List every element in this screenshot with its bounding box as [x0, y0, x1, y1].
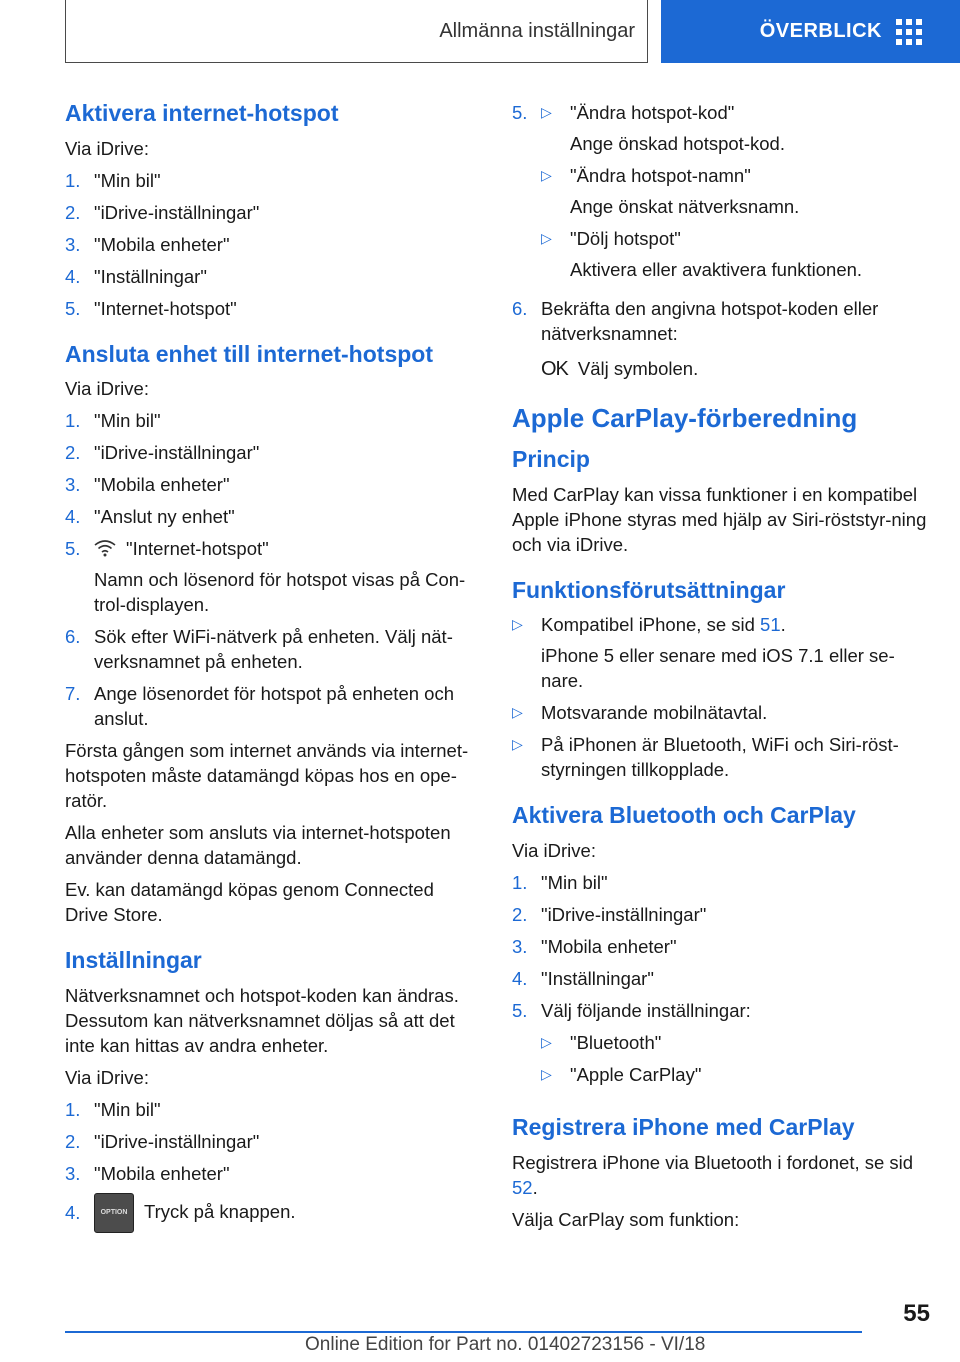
right-column — [512, 100, 932, 1252]
wifi-icon — [94, 539, 116, 557]
principle-text: Med CarPlay kan vissa funktioner i en kompatibel Apple iPhone styras med hjälp av Siri-röststyr-ning och via iDrive. — [512, 483, 927, 555]
step-number: 5. — [65, 297, 81, 319]
step-number: 5. — [512, 999, 528, 1021]
grid-icon — [896, 19, 922, 45]
step-text: "Min bil" — [94, 169, 161, 191]
list-item — [541, 1030, 932, 1055]
step-text: "Mobila enheter" — [94, 1162, 230, 1184]
step-number: 4. — [512, 967, 528, 989]
settings-via: Via iDrive: — [65, 1066, 149, 1088]
list-item — [541, 1062, 932, 1087]
list-item — [512, 998, 932, 1094]
connect-steps — [65, 408, 480, 731]
step-number: 4. — [65, 506, 81, 528]
triangle-bullet-icon: ▷ — [541, 1065, 552, 1082]
step-number: 3. — [65, 233, 81, 255]
option-label: "Ändra hotspot-kod" — [570, 102, 735, 123]
requirements-list — [512, 612, 932, 782]
hotspot-section — [65, 100, 480, 321]
triangle-bullet-icon: ▷ — [512, 736, 523, 753]
step-text: "Min bil" — [94, 1098, 161, 1120]
connect-via: Via iDrive: — [65, 378, 149, 400]
list-item — [512, 296, 932, 382]
list-item — [65, 232, 480, 257]
step-number: 3. — [65, 474, 81, 496]
step-text: "Inställningar" — [94, 265, 207, 287]
step-number: 1. — [65, 169, 81, 191]
step-number: 1. — [512, 871, 528, 893]
list-item — [512, 870, 932, 895]
list-item — [65, 264, 480, 289]
option-label: "Bluetooth" — [570, 1031, 662, 1053]
step-text: "Mobila enheter" — [541, 935, 677, 957]
register-text — [512, 1150, 932, 1200]
list-item — [65, 440, 480, 465]
triangle-bullet-icon: ▷ — [512, 704, 523, 721]
list-item — [65, 408, 480, 433]
list-item — [512, 934, 932, 959]
list-item — [512, 612, 932, 693]
settings-heading: Inställningar — [65, 947, 202, 974]
step-text: "iDrive-inställningar" — [94, 442, 260, 464]
step-subtext: Namn och lösenord för hotspot visas på Con-trol-displayen. — [94, 569, 466, 616]
requirements-section — [512, 577, 932, 783]
list-item — [512, 100, 932, 289]
option-label: "Dölj hotspot" — [570, 228, 681, 249]
requirement-text: På iPhonen är Bluetooth, WiFi och Siri-röst-styrningen tillkopplade. — [541, 734, 899, 781]
list-item — [65, 296, 480, 321]
list-item — [65, 1161, 480, 1186]
step-text: "Mobila enheter" — [94, 233, 230, 255]
step-text: "iDrive-inställningar" — [94, 1130, 260, 1152]
step-number: 6. — [65, 626, 81, 648]
bluetooth-via: Via iDrive: — [512, 839, 596, 861]
list-item — [65, 168, 480, 193]
requirement-text: . — [780, 614, 786, 636]
step-number: 1. — [65, 1098, 81, 1120]
step-number: 2. — [512, 903, 528, 925]
register-paragraph: Välja CarPlay som funktion: — [512, 1208, 740, 1230]
connect-paragraph: Första gången som internet används via internet-hotspoten måste datamängd köpas hos en ope-ratör. — [65, 740, 469, 812]
step-text: Ange lösenordet för hotspot på enheten och anslut. — [94, 683, 454, 730]
step-number: 3. — [65, 1162, 81, 1184]
hotspot-heading: Aktivera internet-hotspot — [65, 100, 339, 126]
list-item — [512, 732, 932, 782]
step-number: 2. — [65, 1130, 81, 1152]
option-description: Ange önskad hotspot-kod. — [570, 133, 785, 154]
bluetooth-section — [512, 802, 932, 1094]
step-subtext: Välj symbolen. — [577, 358, 699, 379]
list-item — [512, 700, 932, 725]
option-label: "Apple CarPlay" — [570, 1063, 702, 1085]
step-text: "Inställningar" — [541, 967, 654, 989]
list-item — [65, 681, 480, 731]
step-text: Tryck på knappen. — [144, 1200, 296, 1222]
triangle-bullet-icon: ▷ — [512, 616, 523, 633]
option-description: Ange önskat nätverksnamn. — [570, 196, 800, 217]
settings-steps — [65, 1097, 480, 1233]
step-number: 6. — [512, 298, 528, 319]
connect-section — [65, 341, 480, 928]
register-section — [512, 1114, 932, 1232]
step-number: 3. — [512, 935, 528, 957]
list-item — [65, 200, 480, 225]
bluetooth-steps — [512, 870, 932, 1094]
register-text-part: . — [532, 1176, 538, 1198]
triangle-bullet-icon: ▷ — [541, 230, 552, 246]
page-link[interactable]: 51 — [760, 614, 781, 636]
list-item — [541, 226, 932, 282]
step-text: Sök efter WiFi-nätverk på enheten. Välj nät-verksnamnet på enheten. — [94, 626, 453, 673]
step-number: 4. — [65, 265, 81, 287]
step-text: "iDrive-inställningar" — [541, 903, 707, 925]
step-number: 5. — [512, 102, 528, 123]
ok-icon: OK — [541, 358, 568, 380]
connect-paragraph: Alla enheter som ansluts via internet-hotspoten använder denna datamängd. — [65, 822, 451, 869]
page-number: 55 — [903, 1300, 930, 1327]
footer-divider — [65, 1331, 862, 1333]
step-text: "Mobila enheter" — [94, 474, 230, 496]
list-item — [65, 472, 480, 497]
step-text: "Min bil" — [541, 871, 608, 893]
step-number: 7. — [65, 683, 81, 705]
requirement-text: Kompatibel iPhone, se sid — [541, 614, 761, 636]
triangle-bullet-icon: ▷ — [541, 167, 552, 183]
hotspot-steps — [65, 168, 480, 321]
overview-button[interactable] — [661, 0, 960, 63]
list-item — [65, 536, 480, 617]
step-number: 5. — [65, 538, 81, 560]
hotspot-options — [541, 100, 932, 282]
requirement-text: Motsvarande mobilnätavtal. — [541, 702, 768, 724]
triangle-bullet-icon: ▷ — [541, 1033, 552, 1050]
header-section-label: Allmänna inställningar — [439, 19, 635, 42]
option-label: "Ändra hotspot-namn" — [570, 165, 751, 186]
settings-section — [65, 947, 480, 1233]
list-item — [541, 163, 932, 219]
requirement-subtext: iPhone 5 eller senare med iOS 7.1 eller se-nare. — [541, 645, 895, 692]
step-text: "Anslut ny enhet" — [94, 506, 235, 528]
step-number: 2. — [65, 442, 81, 464]
hotspot-via: Via iDrive: — [65, 137, 149, 159]
list-item — [65, 624, 480, 674]
bluetooth-heading: Aktivera Bluetooth och CarPlay — [512, 802, 856, 829]
settings-steps-continued — [512, 100, 932, 382]
connect-heading: Ansluta enhet till internet-hotspot — [65, 340, 433, 367]
list-item — [65, 1097, 480, 1122]
step-text: "Internet-hotspot" — [94, 297, 237, 319]
principle-section — [512, 446, 932, 557]
footer-edition: Online Edition for Part no. 01402723156 - VI/18 — [305, 1334, 706, 1355]
step-text: Välj följande inställningar: — [541, 999, 751, 1021]
step-text: "Min bil" — [94, 410, 161, 432]
register-text-part: Registrera iPhone via Bluetooth i fordonet, se sid — [512, 1151, 914, 1173]
page-link[interactable]: 52 — [512, 1176, 533, 1198]
step-text: Bekräfta den angivna hotspot-koden eller nätverksnamnet: — [541, 298, 879, 344]
bluetooth-options — [541, 1030, 932, 1087]
step-text: "Internet-hotspot" — [126, 538, 269, 560]
list-item — [65, 1193, 480, 1233]
connect-paragraph: Ev. kan datamängd köpas genom Connected Drive Store. — [65, 879, 434, 926]
overview-label: ÖVERBLICK — [759, 20, 882, 42]
step-number: 4. — [65, 1202, 81, 1224]
list-item — [512, 966, 932, 991]
left-column — [65, 100, 480, 1253]
triangle-bullet-icon: ▷ — [541, 104, 552, 120]
requirements-heading: Funktionsförutsättningar — [512, 576, 786, 603]
list-item — [541, 100, 932, 156]
header-section-title — [65, 0, 648, 63]
principle-heading: Princip — [512, 446, 590, 473]
list-item — [65, 1129, 480, 1154]
list-item — [65, 504, 480, 529]
option-button-icon: OPTION — [94, 1193, 134, 1233]
step-number: 1. — [65, 410, 81, 432]
step-number: 2. — [65, 201, 81, 223]
step-text: "iDrive-inställningar" — [94, 201, 260, 223]
carplay-heading: Apple CarPlay-förberedning — [512, 403, 858, 433]
option-description: Aktivera eller avaktivera funktionen. — [570, 259, 863, 280]
list-item — [512, 902, 932, 927]
settings-paragraph: Nätverksnamnet och hotspot-koden kan ändras. Dessutom kan nätverksnamnet döljas så att det inte kan hittas av andra enheter. — [65, 984, 459, 1056]
register-heading: Registrera iPhone med CarPlay — [512, 1113, 855, 1140]
